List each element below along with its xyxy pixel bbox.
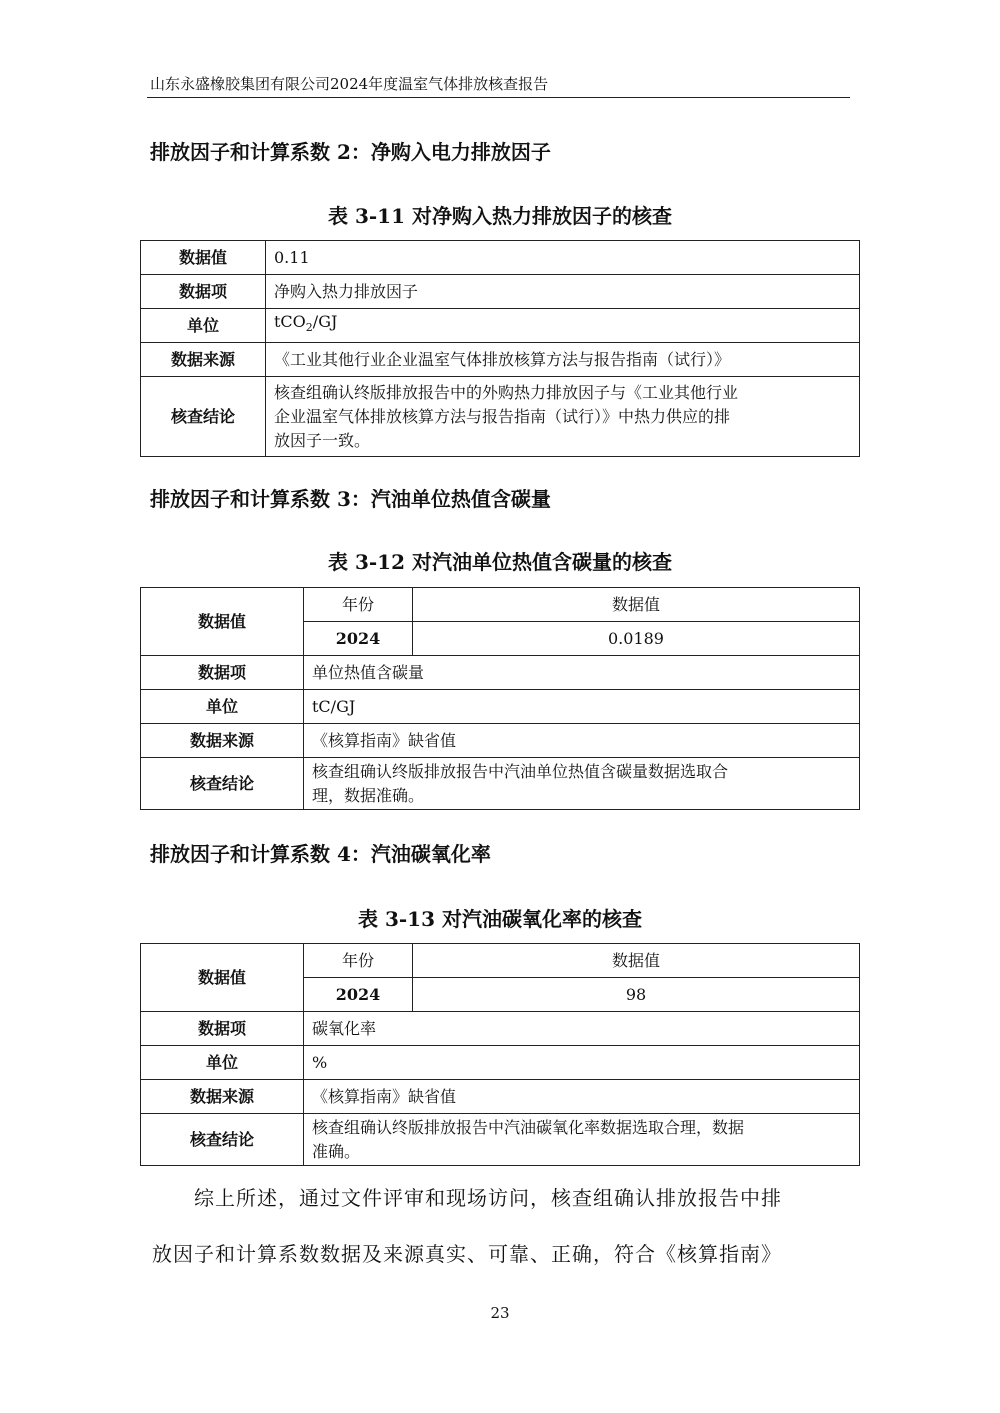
table-3-13-caption: 表 3-13 对汽油碳氧化率的核查 [358,907,642,931]
summary-line: 放因子和计算系数数据及来源真实、可靠、正确，符合《核算指南》 [152,1242,782,1266]
table-row [141,377,860,457]
table-3-12 [140,587,860,810]
running-header: 山东永盛橡胶集团有限公司2024年度温室气体排放核查报告 [150,75,549,93]
table-row [141,241,860,275]
page-number: 23 [490,1304,510,1322]
table-row [141,343,860,377]
row-value: 单位热值含碳量 [304,656,860,690]
conclusion-line: 准确。 [312,1141,361,1161]
row-label: 单位 [141,1046,304,1080]
year-cell: 2024 [304,622,413,656]
value-header: 数据值 [413,944,860,978]
unit-text-suffix: /GJ [312,312,338,332]
conclusion-text [304,758,860,810]
row-value: 《核算指南》缺省值 [304,724,860,758]
table-row [141,588,860,622]
table-row [141,724,860,758]
row-value: 《工业其他行业企业温室气体排放核算方法与报告指南（试行）》 [266,343,860,377]
row-label: 数据值 [141,944,304,1012]
table-row [141,758,860,810]
row-value: 碳氧化率 [304,1012,860,1046]
section-heading-factor-3: 排放因子和计算系数 3：汽油单位热值含碳量 [150,487,551,511]
conclusion-line: 核查组确认终版排放报告中汽油单位热值含碳量数据选取合 [312,761,729,781]
row-value: 净购入热力排放因子 [266,275,860,309]
row-label: 数据项 [141,656,304,690]
row-label: 数据来源 [141,343,266,377]
conclusion-text [304,1114,860,1166]
section-heading-factor-4: 排放因子和计算系数 4：汽油碳氧化率 [150,842,491,866]
conclusion-text [266,377,860,457]
table-row [141,275,860,309]
row-value: % [304,1046,860,1080]
table-row [141,944,860,978]
table-3-11-caption: 表 3-11 对净购入热力排放因子的核查 [328,204,672,228]
value-cell: 0.0189 [413,622,860,656]
year-cell: 2024 [304,978,413,1012]
conclusion-line: 放因子一致。 [274,430,371,450]
header-rule [147,97,850,98]
conclusion-line: 企业温室气体排放核算方法与报告指南（试行）》中热力供应的排 [274,406,731,426]
row-value: 《核算指南》缺省值 [304,1080,860,1114]
table-row [141,656,860,690]
summary-line: 综上所述，通过文件评审和现场访问，核查组确认排放报告中排 [152,1186,782,1210]
row-label: 单位 [141,690,304,724]
row-value: tC/GJ [304,690,860,724]
table-3-13 [140,943,860,1166]
unit-subscript: 2 [305,321,313,335]
table-3-12-caption: 表 3-12 对汽油单位热值含碳量的核查 [328,550,672,574]
row-label: 数据值 [141,588,304,656]
unit-value [266,309,860,343]
table-row [141,690,860,724]
value-cell: 98 [413,978,860,1012]
section-heading-factor-2: 排放因子和计算系数 2：净购入电力排放因子 [150,140,551,164]
row-label: 数据值 [141,241,266,275]
table-row [141,1080,860,1114]
table-row [141,1046,860,1080]
value-header: 数据值 [413,588,860,622]
row-value: 0.11 [266,241,860,275]
row-label: 数据来源 [141,1080,304,1114]
row-label: 数据项 [141,275,266,309]
row-label: 数据来源 [141,724,304,758]
table-row [141,309,860,343]
row-label: 核查结论 [141,1114,304,1166]
conclusion-line: 理，数据准确。 [312,785,425,805]
table-3-11 [140,240,860,457]
year-header: 年份 [304,944,413,978]
row-label: 核查结论 [141,377,266,457]
conclusion-line: 核查组确认终版排放报告中汽油碳氧化率数据选取合理，数据 [312,1117,745,1137]
table-row [141,1114,860,1166]
year-header: 年份 [304,588,413,622]
conclusion-line: 核查组确认终版排放报告中的外购热力排放因子与《工业其他行业 [274,382,739,402]
table-row [141,1012,860,1046]
row-label: 核查结论 [141,758,304,810]
unit-text: tCO [274,312,306,332]
row-label: 单位 [141,309,266,343]
row-label: 数据项 [141,1012,304,1046]
